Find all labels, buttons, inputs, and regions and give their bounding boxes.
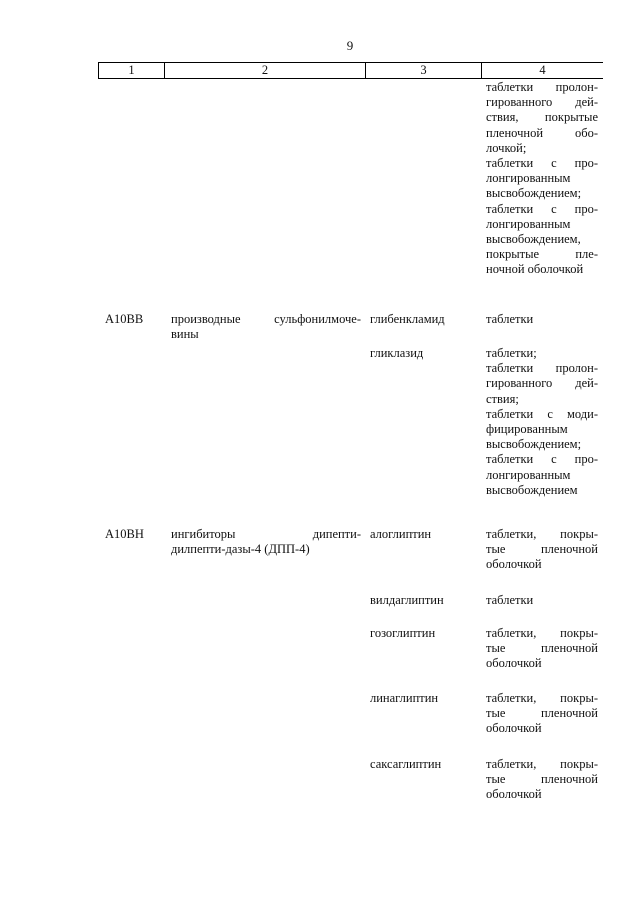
- form-line: таблетки;: [486, 346, 537, 360]
- form-line: оболочкой: [486, 721, 542, 736]
- form-line: оболочкой: [486, 656, 542, 671]
- group-name-line: производные сульфонилмоче-: [171, 312, 361, 326]
- form-line: таблетки с про-: [486, 452, 598, 467]
- drug-name: гозоглиптин: [370, 626, 436, 640]
- form-line: ствия, покрытые: [486, 110, 598, 125]
- form-line: высвобождением,: [486, 232, 581, 247]
- dosage-forms: [486, 312, 598, 327]
- form-line: тые пленочной: [486, 706, 598, 721]
- form-line: таблетки пролон-: [486, 361, 598, 376]
- dosage-forms: [486, 346, 598, 498]
- dosage-forms: [486, 527, 598, 573]
- group-name: [171, 312, 361, 342]
- drug-name: гликлазид: [370, 346, 424, 360]
- group-name-line: дилпепти-дазы-4 (ДПП-4): [171, 542, 310, 557]
- page-number: 9: [346, 38, 354, 53]
- form-line: ствия;: [486, 391, 519, 406]
- continued-dosage-forms: [486, 80, 598, 278]
- atc-code: A10BH: [105, 527, 144, 541]
- form-line: гированного дей-: [486, 95, 598, 110]
- dosage-forms: [486, 691, 598, 737]
- dosage-forms: [486, 593, 598, 608]
- header-col-1: 1: [98, 63, 165, 78]
- group-name-line: ингибиторы дипепти-: [171, 527, 361, 541]
- form-line: таблетки, покры-: [486, 626, 598, 640]
- form-line: таблетки: [486, 593, 534, 607]
- form-line: тые пленочной: [486, 641, 598, 656]
- form-line: таблетки с про-: [486, 156, 598, 171]
- drug-name: глибенкламид: [370, 312, 445, 326]
- form-line: пленочной обо-: [486, 125, 598, 140]
- form-line: высвобождением: [486, 482, 578, 497]
- form-line: таблетки: [486, 312, 534, 326]
- form-line: лочкой;: [486, 140, 527, 155]
- form-line: фицированным: [486, 422, 568, 437]
- form-line: таблетки с моди-: [486, 406, 598, 421]
- drug-name: саксаглиптин: [370, 757, 442, 771]
- table-header-row: [98, 62, 603, 79]
- form-line: таблетки, покры-: [486, 691, 598, 705]
- header-col-3: 3: [366, 63, 482, 78]
- header-col-4: 4: [539, 63, 546, 77]
- form-line: высвобождением;: [486, 186, 582, 201]
- drug-name: вилдаглиптин: [370, 593, 444, 607]
- drug-name: алоглиптин: [370, 527, 432, 541]
- form-line: лонгированным: [486, 467, 571, 482]
- form-line: таблетки с про-: [486, 201, 598, 216]
- form-line: таблетки пролон-: [486, 80, 598, 94]
- form-line: лонгированным: [486, 171, 571, 186]
- form-line: гированного дей-: [486, 376, 598, 391]
- form-line: оболочкой: [486, 787, 542, 802]
- form-line: ночной оболочкой: [486, 262, 584, 277]
- dosage-forms: [486, 757, 598, 803]
- group-name: [171, 527, 361, 557]
- form-line: таблетки, покры-: [486, 757, 598, 771]
- group-name-line: вины: [171, 327, 199, 342]
- dosage-forms: [486, 626, 598, 672]
- form-line: тые пленочной: [486, 772, 598, 787]
- form-line: оболочкой: [486, 557, 542, 572]
- form-line: высвобождением;: [486, 437, 582, 452]
- form-line: таблетки, покры-: [486, 527, 598, 541]
- atc-code: A10BB: [105, 312, 144, 326]
- form-line: покрытые пле-: [486, 247, 598, 262]
- form-line: тые пленочной: [486, 542, 598, 557]
- drug-name: линаглиптин: [370, 691, 439, 705]
- form-line: лонгированным: [486, 216, 571, 231]
- header-col-2: 2: [165, 63, 366, 78]
